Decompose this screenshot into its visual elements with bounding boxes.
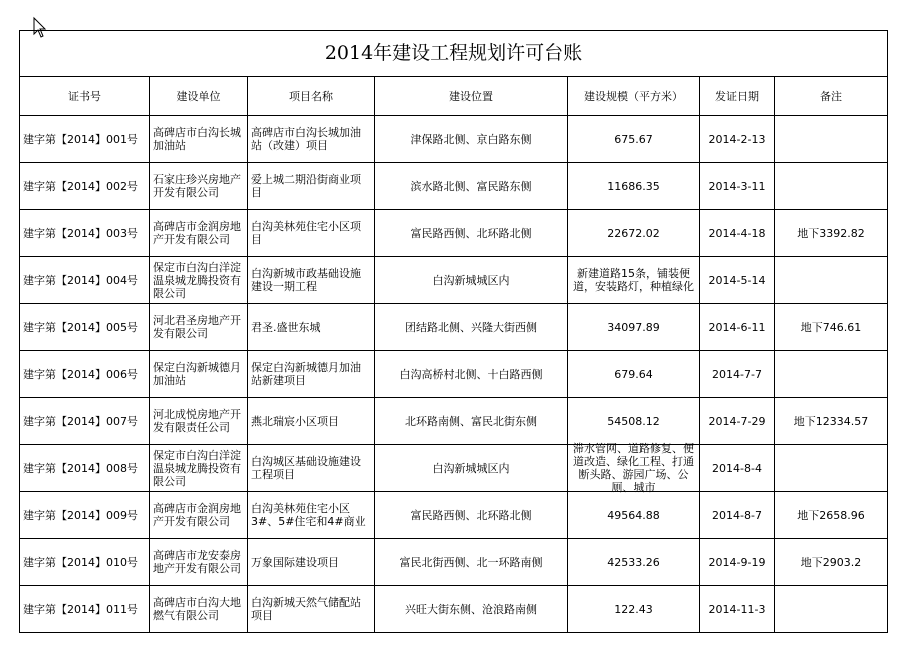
cell-unit-text: 高碑店市白沟大地燃气有限公司 [153,596,241,622]
cell-unit [150,304,248,351]
cell-project-text: 保定白沟新城德月加油站新建项目 [251,361,361,387]
cell-date [700,492,775,539]
cell-cert-text: 建字第【2014】006号 [23,367,138,381]
cell-scale [568,210,700,257]
cell-note-text: 地下746.61 [800,320,862,334]
cell-date [700,586,775,633]
cell-date [700,163,775,210]
cell-location-text: 北环路南侧、富民北街东侧 [405,414,537,428]
table-row [20,304,888,351]
cell-project [248,163,375,210]
cell-scale [568,351,700,398]
cell-unit-text: 高碑店市金润房地产开发有限公司 [153,220,241,246]
cell-project-text: 白沟新城市政基础设施建设一期工程 [251,267,361,293]
cell-date [700,351,775,398]
cell-note [775,586,888,633]
cell-location [375,351,568,398]
cell-note [775,304,888,351]
table-row [20,116,888,163]
cell-project [248,398,375,445]
cell-unit [150,351,248,398]
cell-unit [150,116,248,163]
cell-cert [20,586,150,633]
cell-cert [20,116,150,163]
cell-project [248,445,375,492]
cell-project [248,210,375,257]
page-title: 2014年建设工程规划许可台账 [20,31,888,77]
cell-cert [20,304,150,351]
cell-cert [20,210,150,257]
cell-cert-text: 建字第【2014】009号 [23,508,138,522]
cell-location [375,257,568,304]
table-row [20,586,888,633]
cell-note [775,257,888,304]
cell-project [248,492,375,539]
header-project: 项目名称 [248,77,375,116]
cell-project-text: 燕北瑞宸小区项目 [251,414,339,428]
cell-unit [150,210,248,257]
cell-date [700,398,775,445]
cell-cert [20,163,150,210]
cell-location-text: 富民路西侧、北环路北侧 [410,508,532,522]
cell-scale-text: 42533.26 [607,555,660,569]
cell-project-text: 万象国际建设项目 [251,555,339,569]
cell-scale [568,116,700,163]
cell-location-text: 富民路西侧、北环路北侧 [410,226,532,240]
header-cert: 证书号 [20,77,150,116]
cell-scale [568,442,700,494]
cell-note [775,210,888,257]
cell-location-text: 兴旺大街东侧、沧浪路南侧 [405,602,537,616]
cell-scale-text: 675.67 [614,132,653,146]
cell-scale [568,398,700,445]
cell-project [248,586,375,633]
cell-location [375,304,568,351]
header-note: 备注 [775,77,888,116]
permit-ledger-table [19,30,888,633]
table-row [20,539,888,586]
title-row [20,31,888,77]
cell-scale-text: 34097.89 [607,320,660,334]
cell-cert [20,351,150,398]
cell-unit [150,398,248,445]
header-date: 发证日期 [700,77,775,116]
cell-location-text: 滨水路北侧、富民路东侧 [410,179,532,193]
cell-project [248,539,375,586]
cell-note-text: 地下2658.96 [797,508,865,522]
cell-location [375,116,568,163]
cell-location [375,492,568,539]
cell-date-text: 2014-4-18 [708,226,766,240]
cell-location [375,586,568,633]
cell-date-text: 2014-8-4 [712,461,762,475]
cell-unit-text: 保定市白沟白洋淀温泉城龙腾投资有限公司 [153,448,241,488]
cell-project-text: 爱上城二期沿街商业项目 [251,173,361,199]
cell-unit-text: 河北成悦房地产开发有限责任公司 [153,408,241,434]
cell-date-text: 2014-7-29 [708,414,766,428]
cell-location-text: 白沟新城城区内 [432,273,510,287]
cell-note [775,163,888,210]
cell-cert [20,492,150,539]
cell-unit-text: 石家庄珍兴房地产开发有限公司 [153,173,241,199]
cell-project [248,351,375,398]
cell-project-text: 白沟城区基础设施建设工程项目 [251,455,361,481]
cell-date-text: 2014-9-19 [708,555,766,569]
cell-scale-text: 122.43 [614,602,653,616]
cell-unit-text: 保定市白沟白洋淀温泉城龙腾投资有限公司 [153,260,241,300]
cell-cert-text: 建字第【2014】007号 [23,414,138,428]
cell-location-text: 富民北街西侧、北一环路南侧 [399,555,543,569]
cell-date [700,257,775,304]
cell-unit-text: 河北君圣房地产开发有限公司 [153,314,241,340]
cell-location-text: 白沟高桥村北侧、十白路西侧 [399,367,543,381]
cell-date-text: 2014-3-11 [708,179,766,193]
cell-cert-text: 建字第【2014】003号 [23,226,138,240]
cell-scale-text: 679.64 [614,367,653,381]
cell-cert-text: 建字第【2014】005号 [23,320,138,334]
cell-cert [20,445,150,492]
header-location: 建设位置 [375,77,568,116]
cell-project [248,116,375,163]
cell-unit-text: 高碑店市金润房地产开发有限公司 [153,502,241,528]
cell-note [775,492,888,539]
cell-scale-text: 54508.12 [607,414,660,428]
cell-location-text: 津保路北侧、京白路东侧 [410,132,532,146]
cell-date [700,304,775,351]
header-unit: 建设单位 [150,77,248,116]
table-row [20,257,888,304]
table-row [20,398,888,445]
cell-date-text: 2014-7-7 [712,367,762,381]
cell-note-text: 地下12334.57 [793,414,869,428]
cell-date-text: 2014-11-3 [708,602,766,616]
cell-cert-text: 建字第【2014】011号 [23,602,138,616]
cell-unit-text: 高碑店市白沟长城加油站 [153,126,241,152]
cell-cert-text: 建字第【2014】001号 [23,132,138,146]
cell-cert-text: 建字第【2014】002号 [23,179,138,193]
cell-cert [20,398,150,445]
cell-scale [568,492,700,539]
cell-project [248,257,375,304]
cell-date-text: 2014-6-11 [708,320,766,334]
cell-date-text: 2014-5-14 [708,273,766,287]
cell-note [775,398,888,445]
cell-date-text: 2014-2-13 [708,132,766,146]
cell-unit [150,539,248,586]
cell-scale-text: 11686.35 [607,179,660,193]
table-row [20,445,888,492]
cell-note-text: 地下2903.2 [800,555,862,569]
table-row [20,163,888,210]
cell-unit [150,492,248,539]
cell-note-text: 地下3392.82 [797,226,865,240]
cell-location [375,445,568,492]
cell-cert-text: 建字第【2014】004号 [23,273,138,287]
cell-scale-text: 滞水管网、道路修复、便道改造、绿化工程、打通断头路、游园广场、公厕、城市 [573,442,694,494]
cell-date-text: 2014-8-7 [712,508,762,522]
cell-location-text: 团结路北侧、兴隆大街西侧 [405,320,537,334]
table-row [20,351,888,398]
cell-date [700,445,775,492]
cell-unit-text: 保定白沟新城德月加油站 [153,361,241,387]
cell-date [700,116,775,163]
cell-note [775,445,888,492]
cell-scale [568,257,700,304]
cell-unit [150,445,248,492]
cell-scale-text: 22672.02 [607,226,660,240]
cell-project-text: 白沟新城天然气储配站项目 [251,596,361,622]
cell-scale [568,539,700,586]
cell-cert [20,257,150,304]
cell-project [248,304,375,351]
cell-scale-text: 49564.88 [607,508,660,522]
cell-date [700,539,775,586]
cell-location [375,210,568,257]
cell-project-text: 高碑店市白沟长城加油站（改建）项目 [251,126,361,152]
cell-cert-text: 建字第【2014】008号 [23,461,138,475]
cell-location [375,163,568,210]
table-row [20,210,888,257]
cell-location [375,539,568,586]
cell-project-text: 白沟美林苑住宅小区项目 [251,220,361,246]
cell-project-text: 白沟美林苑住宅小区3#、5#住宅和4#商业 [251,502,366,528]
cell-location [375,398,568,445]
cell-scale [568,304,700,351]
cell-cert [20,539,150,586]
cell-project-text: 君圣.盛世东城 [251,320,321,334]
header-scale: 建设规模（平方米） [568,77,700,116]
cell-unit [150,163,248,210]
cell-date [700,210,775,257]
cell-unit [150,586,248,633]
cell-unit [150,257,248,304]
cell-scale [568,163,700,210]
cell-cert-text: 建字第【2014】010号 [23,555,138,569]
cell-location-text: 白沟新城城区内 [432,461,510,475]
cell-unit-text: 高碑店市龙安泰房地产开发有限公司 [153,549,241,575]
cell-scale [568,586,700,633]
cell-scale-text: 新建道路15条，铺装便道，安装路灯，种植绿化 [573,267,694,293]
cell-note [775,351,888,398]
cell-note [775,539,888,586]
table-row [20,492,888,539]
cell-note [775,116,888,163]
header-row [20,77,888,116]
